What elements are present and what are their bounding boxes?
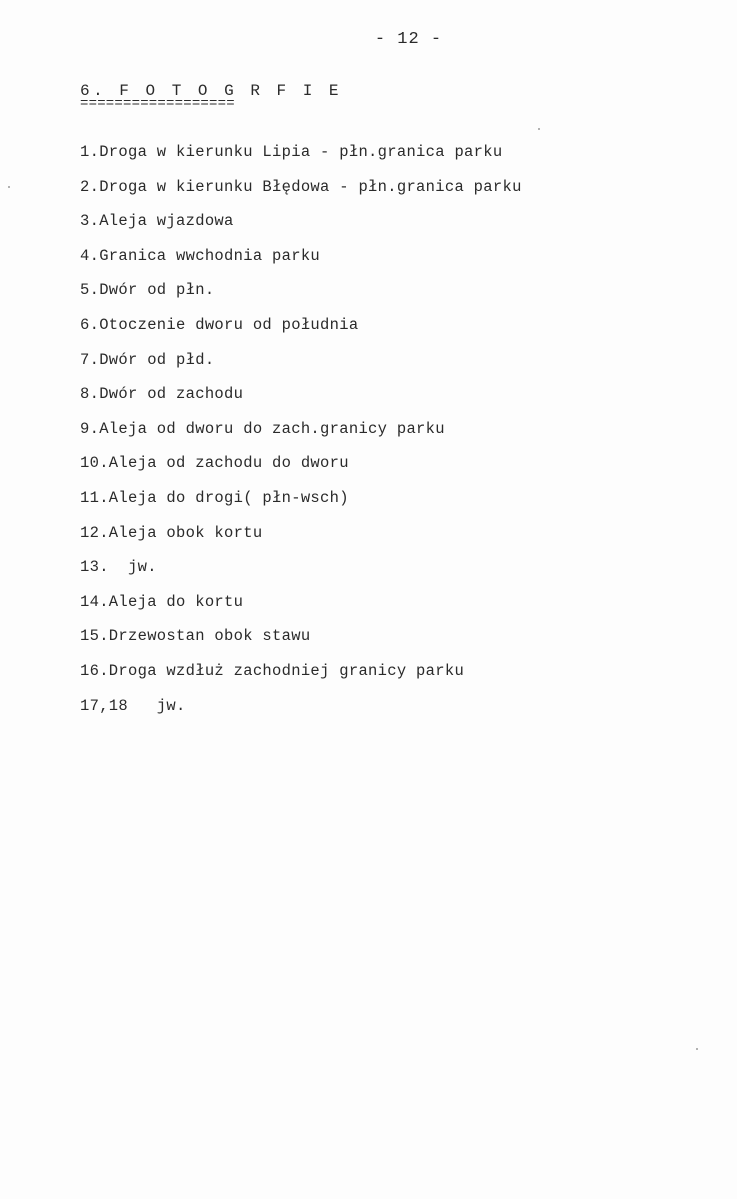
list-item: 9.Aleja od dworu do zach.granicy parku xyxy=(80,419,445,438)
list-item: 5.Dwór od płn. xyxy=(80,281,215,300)
list-item: 4.Granica wwchodnia parku xyxy=(80,246,321,265)
list-item: 10.Aleja od zachodu do dworu xyxy=(80,454,349,473)
scan-speck xyxy=(696,1048,698,1050)
scan-speck xyxy=(8,186,10,188)
list-item: 7.Dwór od płd. xyxy=(80,350,215,369)
list-item: 8.Dwór od zachodu xyxy=(80,385,244,404)
list-item: 16.Droga wzdłuż zachodniej granicy parku xyxy=(80,661,465,680)
list-item: 17,18 jw. xyxy=(80,696,186,715)
list-item: 14.Aleja do kortu xyxy=(80,592,244,611)
photo-list xyxy=(80,140,522,728)
list-item: 11.Aleja do drogi( płn-wsch) xyxy=(80,488,349,507)
list-item: 15.Drzewostan obok stawu xyxy=(80,627,311,646)
heading-underline: ================== xyxy=(80,96,235,112)
list-item: 3.Aleja wjazdowa xyxy=(80,212,234,231)
list-item: 13. jw. xyxy=(80,558,157,577)
list-item: 2.Droga w kierunku Błędowa - płn.granica parku xyxy=(80,177,522,196)
list-item: 6.Otoczenie dworu od południa xyxy=(80,315,359,334)
list-item: 1.Droga w kierunku Lipia - płn.granica parku xyxy=(80,143,503,161)
scan-speck xyxy=(538,128,540,130)
section-heading: 6. F O T O G R F I E xyxy=(80,82,343,100)
list-item: 12.Aleja obok kortu xyxy=(80,523,263,542)
page-number: - 12 - xyxy=(374,30,443,49)
